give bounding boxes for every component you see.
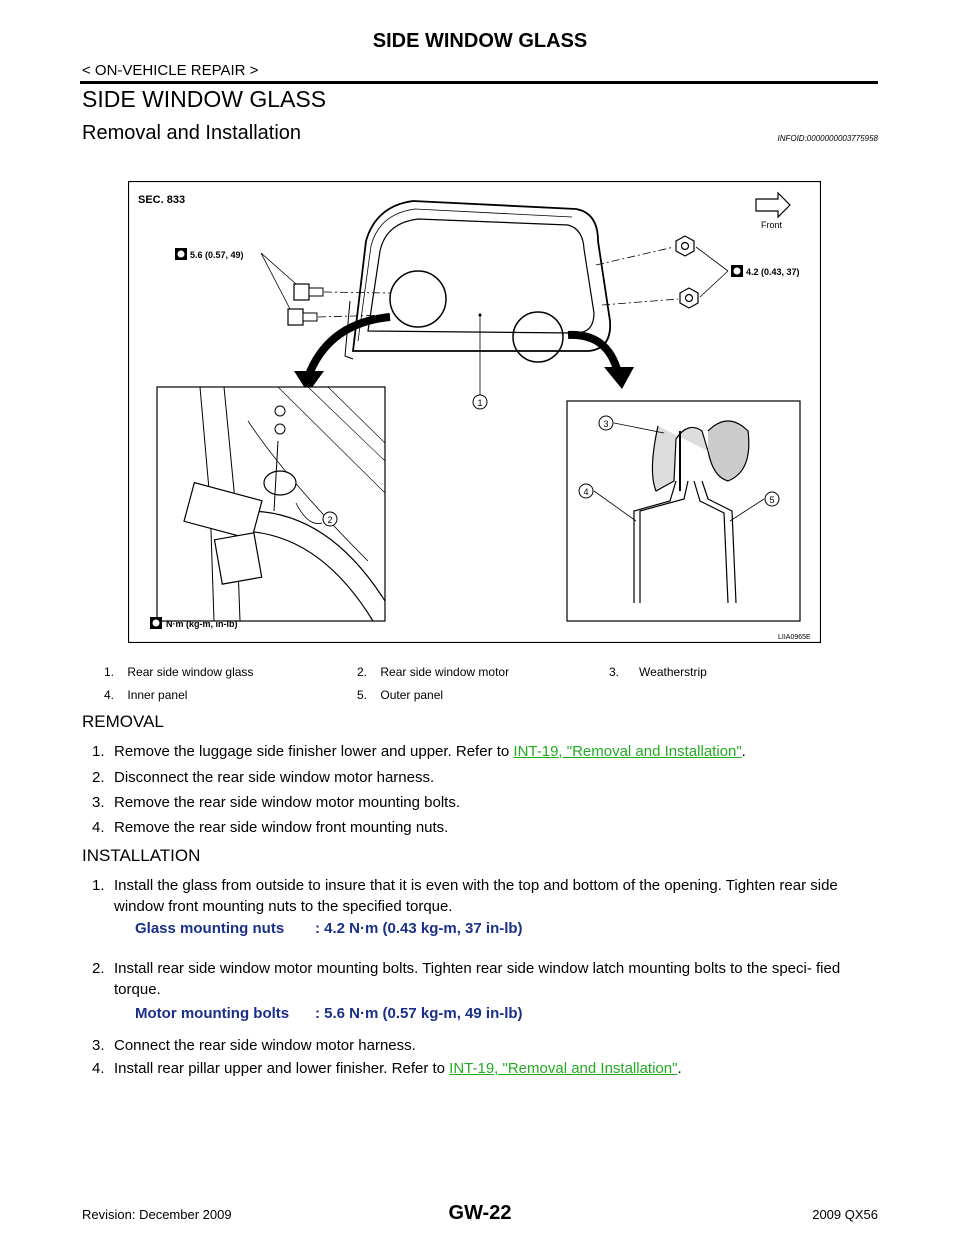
installation-step: 1. Install the glass from outside to insure that it is even with the top and bottom of the opening. Tighten rear side window front mounting nuts to the specified torque. xyxy=(92,877,838,915)
svg-text:3: 3 xyxy=(603,419,609,429)
torque-wrench-icon xyxy=(175,248,187,260)
int-19-link[interactable]: INT-19, "Removal and Installation" xyxy=(513,743,742,760)
page-header-title: SIDE WINDOW GLASS xyxy=(372,30,588,52)
torque-right-label: 4.2 (0.43, 37) xyxy=(746,267,800,277)
spec-glass-nuts: Glass mounting nuts : 4.2 N·m (0.43 kg-m, 37 in-lb) xyxy=(135,920,523,937)
legend-item: 3. Weatherstrip xyxy=(609,665,707,679)
svg-text:5: 5 xyxy=(769,495,775,505)
header-divider xyxy=(80,81,878,84)
footer-revision: Revision: December 2009 xyxy=(82,1207,232,1222)
torque-left-label: 5.6 (0.57, 49) xyxy=(190,250,244,260)
removal-heading: REMOVAL xyxy=(82,712,164,731)
removal-step: 2. Disconnect the rear side window motor harness. xyxy=(92,769,435,786)
svg-text:2: 2 xyxy=(327,515,333,525)
installation-step: 4. Install rear pillar upper and lower finisher. Refer to INT-19, "Removal and Installation". xyxy=(92,1060,682,1077)
torque-wrench-icon xyxy=(731,265,743,277)
figure-code: LIIA0965E xyxy=(778,634,811,641)
installation-step: 3. Connect the rear side window motor harness. xyxy=(92,1037,416,1054)
sec-label: SEC. 833 xyxy=(138,194,186,206)
spec-motor-bolts: Motor mounting bolts : 5.6 N·m (0.57 kg-m, 49 in-lb) xyxy=(135,1005,523,1022)
info-id: INFOID:0000000003775958 xyxy=(777,134,878,143)
torque-wrench-icon xyxy=(150,617,162,629)
figure-legend xyxy=(104,665,864,709)
legend-item: 5. Outer panel xyxy=(357,688,444,702)
svg-text:1: 1 xyxy=(477,398,483,408)
section-title: SIDE WINDOW GLASS xyxy=(82,86,327,112)
footer-model: 2009 QX56 xyxy=(812,1207,878,1222)
installation-step: 2. Install rear side window motor mounting bolts. Tighten rear side window latch mounting bolts to the speci- fied torque. xyxy=(92,960,841,998)
removal-step: 1. Remove the luggage side finisher lower and upper. Refer to INT-19, "Removal and Installation". xyxy=(92,743,746,760)
legend-item: 1. Rear side window glass xyxy=(104,665,254,679)
unit-label: N·m (kg-m, in-lb) xyxy=(166,619,238,629)
detail-view-motor xyxy=(157,387,385,621)
breadcrumb: < ON-VEHICLE REPAIR > xyxy=(82,62,259,79)
removal-step: 4. Remove the rear side window front mounting nuts. xyxy=(92,819,449,836)
subsection-title: Removal and Installation xyxy=(82,122,302,144)
detail-view-weatherstrip xyxy=(567,401,800,621)
side-window-glass-diagram xyxy=(128,181,821,643)
svg-text:4: 4 xyxy=(583,487,589,497)
removal-step: 3. Remove the rear side window motor mounting bolts. xyxy=(92,794,460,811)
legend-item: 4. Inner panel xyxy=(104,688,188,702)
page-number: GW-22 xyxy=(448,1202,512,1224)
installation-heading: INSTALLATION xyxy=(82,846,201,865)
int-19-link[interactable]: INT-19, "Removal and Installation" xyxy=(449,1060,678,1077)
legend-item: 2. Rear side window motor xyxy=(357,665,510,679)
front-label: Front xyxy=(761,220,783,230)
